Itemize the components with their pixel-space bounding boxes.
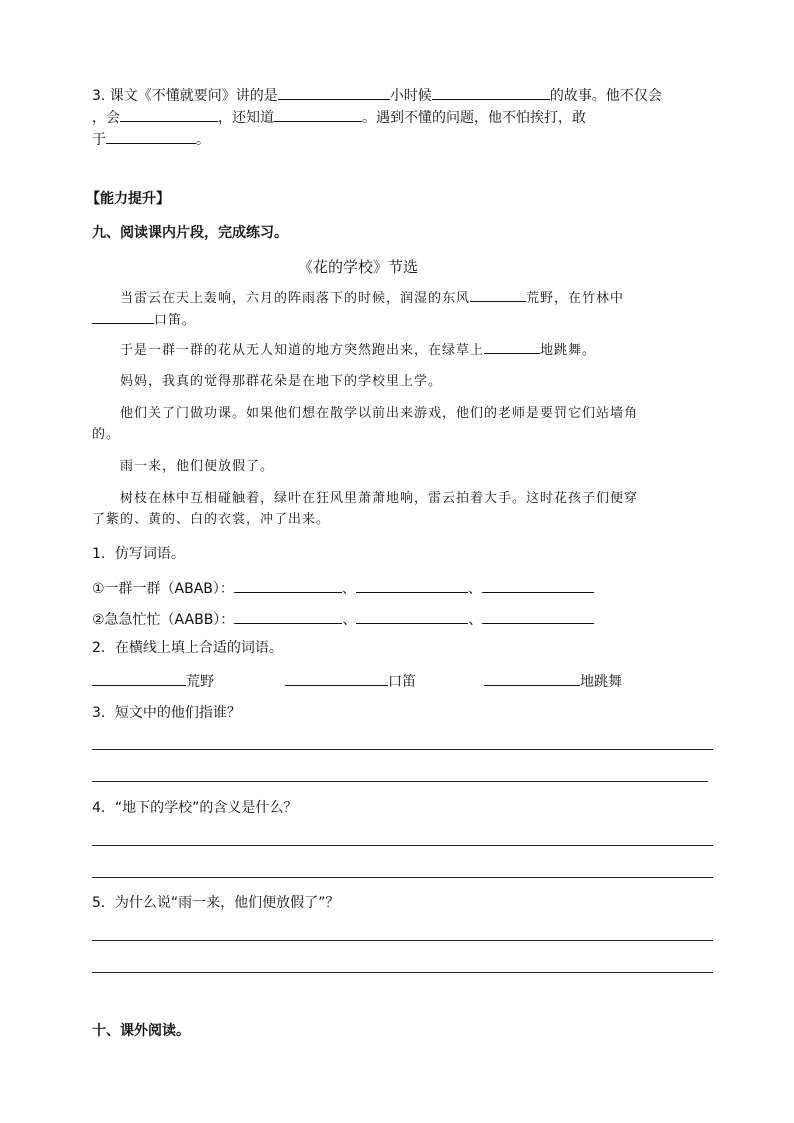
answer-blank[interactable] xyxy=(482,608,594,624)
q2-fill-1: 荒野 xyxy=(92,670,214,692)
answer-blank[interactable] xyxy=(106,128,196,144)
answer-line[interactable] xyxy=(92,877,713,878)
passage-p1-line1: 当雷云在天上轰响，六月的阵雨落下的时候，润湿的东风 荒野，在竹林中 xyxy=(120,291,625,306)
answer-blank[interactable] xyxy=(482,577,594,593)
passage-blank[interactable] xyxy=(484,341,540,354)
q2-fill-2: 口笛 xyxy=(285,670,416,692)
passage-p6-line2: 了紫的、黄的、白的衣裳，冲了出来。 xyxy=(92,512,331,527)
answer-blank[interactable] xyxy=(278,84,390,100)
answer-blank[interactable] xyxy=(234,608,342,624)
answer-blank[interactable] xyxy=(356,577,468,593)
q1-a-line: ①一群一群（ABAB）： 、 、 xyxy=(92,577,594,599)
q3-title: 3．短文中的他们指谁？ xyxy=(92,705,241,721)
passage-p2: 于是一群一群的花从无人知道的地方突然跑出来，在绿草上 地跳舞。 xyxy=(120,343,597,358)
q4-title: 4．“地下的学校”的含义是什么？ xyxy=(92,800,298,816)
passage-p5: 雨一来，他们便放假了。 xyxy=(120,459,275,474)
answer-line[interactable] xyxy=(92,781,708,782)
answer-blank[interactable] xyxy=(285,670,388,686)
answer-blank[interactable] xyxy=(234,577,342,593)
passage-title: 《花的学校》节选 xyxy=(298,258,419,276)
passage-p3: 妈妈，我真的觉得那群花朵是在地下的学校里上学。 xyxy=(120,374,443,389)
answer-blank[interactable] xyxy=(92,670,186,686)
section10-heading: 十、课外阅读。 xyxy=(92,1023,190,1039)
answer-blank[interactable] xyxy=(356,608,468,624)
q5-title: 5．为什么说“雨一来，他们便放假了”？ xyxy=(92,895,340,911)
prev-q3-line2: ，会 ，还知道 。遇到不懂的问题，他不怕挨打，敢 xyxy=(92,106,586,128)
prev-q3-line1: 3. 课文《不懂就要问》讲的是 小时候 的故事。他不仅会 xyxy=(92,84,662,106)
q2-title: 2．在横线上填上合适的词语。 xyxy=(92,640,283,656)
q1-title: 1．仿写词语。 xyxy=(92,546,185,562)
answer-blank[interactable] xyxy=(274,106,362,122)
answer-blank[interactable] xyxy=(432,84,550,100)
answer-blank[interactable] xyxy=(120,106,218,122)
answer-line[interactable] xyxy=(92,749,713,750)
section9-heading: 九、阅读课内片段，完成练习。 xyxy=(92,225,288,241)
q1-b-line: ②急急忙忙（AABB）： 、 、 xyxy=(92,608,594,630)
answer-line[interactable] xyxy=(92,972,713,973)
passage-blank[interactable] xyxy=(470,289,526,302)
passage-p1-line2: 口笛。 xyxy=(92,311,196,331)
passage-p6-line1: 树枝在林中互相碰触着，绿叶在狂风里萧萧地响，雷云拍着大手。这时花孩子们便穿 xyxy=(120,491,639,506)
passage-p4-line2: 的。 xyxy=(92,427,121,442)
answer-blank[interactable] xyxy=(484,670,580,686)
q2-fill-3: 地跳舞 xyxy=(484,670,622,692)
answer-line[interactable] xyxy=(92,845,713,846)
passage-p4-line1: 他们关了门做功课。如果他们想在散学以前出来游戏，他们的老师是要罚它们站墙角 xyxy=(120,406,639,421)
answer-line[interactable] xyxy=(92,940,713,941)
section-label: 【能力提升】 xyxy=(86,191,170,207)
prev-q3-line3: 于 。 xyxy=(92,128,210,150)
passage-blank[interactable] xyxy=(92,311,154,324)
